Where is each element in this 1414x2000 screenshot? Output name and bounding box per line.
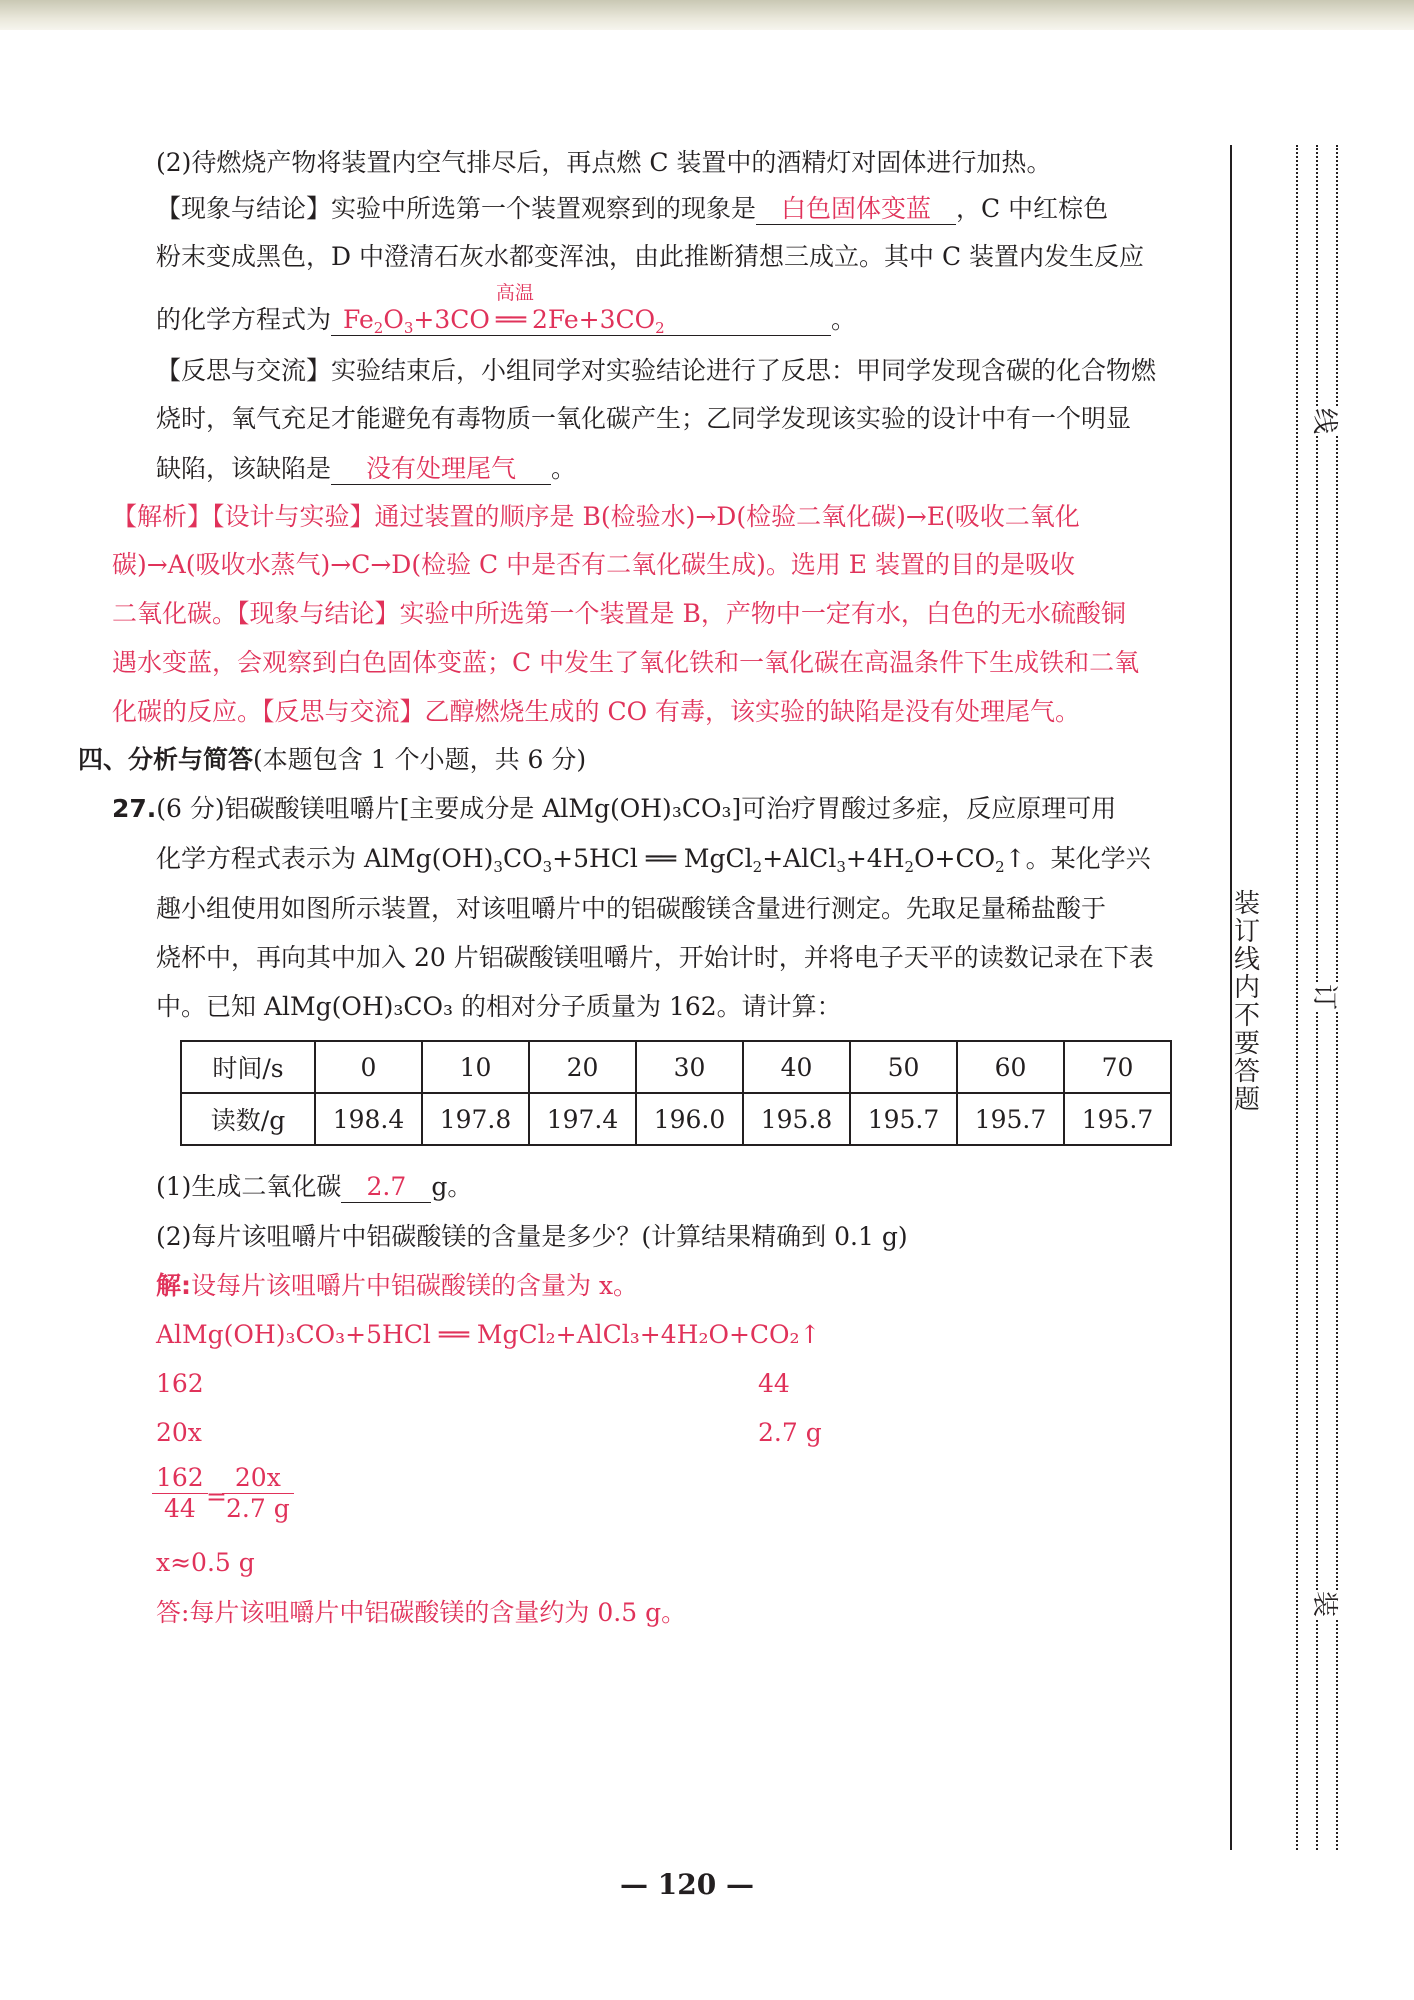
table-cell: 40 xyxy=(743,1041,850,1093)
solution-mass-162: 162 xyxy=(156,1369,204,1398)
table-cell: 196.0 xyxy=(636,1093,743,1145)
table-cell: 50 xyxy=(850,1041,957,1093)
text-line: 【反思与交流】实验结束后，小组同学对实验结论进行了反思：甲同学发现含碳的化合物燃 xyxy=(156,356,1157,385)
solution-answer: 答:每片该咀嚼片中铝碳酸镁的含量约为 0.5 g。 xyxy=(156,1598,687,1627)
section-heading: 四、分析与简答(本题包含 1 个小题，共 6 分) xyxy=(78,745,587,774)
table-cell: 195.7 xyxy=(850,1093,957,1145)
table-cell: 195.7 xyxy=(957,1093,1064,1145)
solution-equation: AlMg(OH)₃CO₃+5HCl ══ MgCl₂+AlCl₃+4H₂O+CO₂↑ xyxy=(156,1320,821,1349)
text-line: 粉末变成黑色，D 中澄清石灰水都变浑浊，由此推断猜想三成立。其中 C 装置内发生反应 xyxy=(156,242,1145,271)
fraction-right: $\frac{20x}{2.7 g}$ xyxy=(222,1463,294,1524)
table-cell: 195.7 xyxy=(1064,1093,1171,1145)
fraction-left: $\frac{162}{44}$ xyxy=(152,1463,208,1524)
table-cell: 0 xyxy=(315,1041,422,1093)
table-cell: 198.4 xyxy=(315,1093,422,1145)
margin-label-xian: 线 xyxy=(1309,407,1339,434)
margin-label-ding: 订 xyxy=(1309,983,1339,1010)
solution-intro: 解:设每片该咀嚼片中铝碳酸镁的含量为 x。 xyxy=(156,1271,639,1300)
table-cell: 197.4 xyxy=(529,1093,636,1145)
answer-blank-co2: 2.7 xyxy=(341,1172,431,1203)
table-header-cell: 读数/g xyxy=(181,1093,315,1145)
text-line: 烧时，氧气充足才能避免有毒物质一氧化碳产生；乙同学发现该实验的设计中有一个明显 xyxy=(156,404,1132,433)
text-line: 【现象与结论】实验中所选第一个装置观察到的现象是 白色固体变蓝 ，C 中红棕色 xyxy=(156,194,1109,223)
analysis-line: 【解析】【设计与实验】通过装置的顺序是 B(检验水)→D(检验二氧化碳)→E(吸收二氧化 xyxy=(112,502,1080,531)
analysis-line: 碳)→A(吸收水蒸气)→C→D(检验 C 中是否有二氧化碳生成)。选用 E 装置的目的是吸收 xyxy=(112,550,1076,579)
question-27-line: 烧杯中，再向其中加入 20 片铝碳酸镁咀嚼片，开始计时，并将电子天平的读数记录在下表 xyxy=(156,943,1154,972)
table-cell: 70 xyxy=(1064,1041,1171,1093)
answer-blank-defect: 没有处理尾气 xyxy=(331,454,551,485)
solution-co2-mass: 2.7 g xyxy=(758,1418,822,1447)
data-table xyxy=(180,1040,1172,1146)
margin-dotted-line xyxy=(1296,145,1298,1850)
page-number: — 120 — xyxy=(620,1868,754,1901)
page-top-edge xyxy=(0,0,1414,30)
question-27-line: 中。已知 AlMg(OH)₃CO₃ 的相对分子质量为 162。请计算： xyxy=(156,992,842,1021)
text-line: (2)待燃烧产物将装置内空气排尽后，再点燃 C 装置中的酒精灯对固体进行加热。 xyxy=(156,148,1052,177)
table-row xyxy=(181,1093,1171,1145)
margin-label-zhuang: 装 xyxy=(1309,1590,1339,1617)
margin-solid-line xyxy=(1230,145,1232,1850)
binding-margin xyxy=(1230,145,1350,1850)
fraction-equals: = xyxy=(206,1482,227,1511)
table-cell: 30 xyxy=(636,1041,743,1093)
solution-result: x≈0.5 g xyxy=(156,1548,255,1577)
question-27-line: 趣小组使用如图所示装置，对该咀嚼片中的铝碳酸镁含量进行测定。先取足量稀盐酸于 xyxy=(156,894,1107,923)
solution-unknown: 20x xyxy=(156,1418,202,1447)
table-cell: 20 xyxy=(529,1041,636,1093)
table-cell: 10 xyxy=(422,1041,529,1093)
text-line: 缺陷，该缺陷是 没有处理尾气 。 xyxy=(156,454,577,483)
question-27-line: 27.(6 分)铝碳酸镁咀嚼片[主要成分是 AlMg(OH)₃CO₃]可治疗胃酸过多症，反应原理可用 xyxy=(112,794,1117,823)
table-cell: 195.8 xyxy=(743,1093,850,1145)
analysis-line: 二氧化碳。【现象与结论】实验中所选第一个装置是 B，产物中一定有水，白色的无水硫酸铜 xyxy=(112,599,1126,628)
analysis-line: 化碳的反应。【反思与交流】乙醇燃烧生成的 CO 有毒，该实验的缺陷是没有处理尾气。 xyxy=(112,697,1081,726)
margin-note: 装订线内不要答题 xyxy=(1233,889,1260,1115)
answer-blank-equation: $Fe_2O_3+3CO$ 高温 ══ $2Fe+3CO_2$ xyxy=(331,305,831,336)
analysis-line: 遇水变蓝，会观察到白色固体变蓝；C 中发生了氧化铁和一氧化碳在高温条件下生成铁和二氧 xyxy=(112,648,1140,677)
answer-blank-phenomenon: 白色固体变蓝 xyxy=(756,194,956,225)
solution-mass-44: 44 xyxy=(758,1369,790,1398)
sub-question-2: (2)每片该咀嚼片中铝碳酸镁的含量是多少？(计算结果精确到 0.1 g) xyxy=(156,1222,908,1251)
table-row xyxy=(181,1041,1171,1093)
text-line: 的化学方程式为 $Fe_2O_3+3CO$ 高温 ══ $2Fe+3CO_2$ 。 xyxy=(156,282,857,337)
table-header-cell: 时间/s xyxy=(181,1041,315,1093)
table-cell: 60 xyxy=(957,1041,1064,1093)
sub-question-1: (1)生成二氧化碳 2.7 g。 xyxy=(156,1172,473,1201)
table-cell: 197.8 xyxy=(422,1093,529,1145)
question-27-line: 化学方程式表示为 $AlMg(OH)_3CO_3+5HCl$ ══ $MgCl_2+AlCl_3+4H_2O+CO_2↑$。某化学兴 xyxy=(156,844,1151,876)
